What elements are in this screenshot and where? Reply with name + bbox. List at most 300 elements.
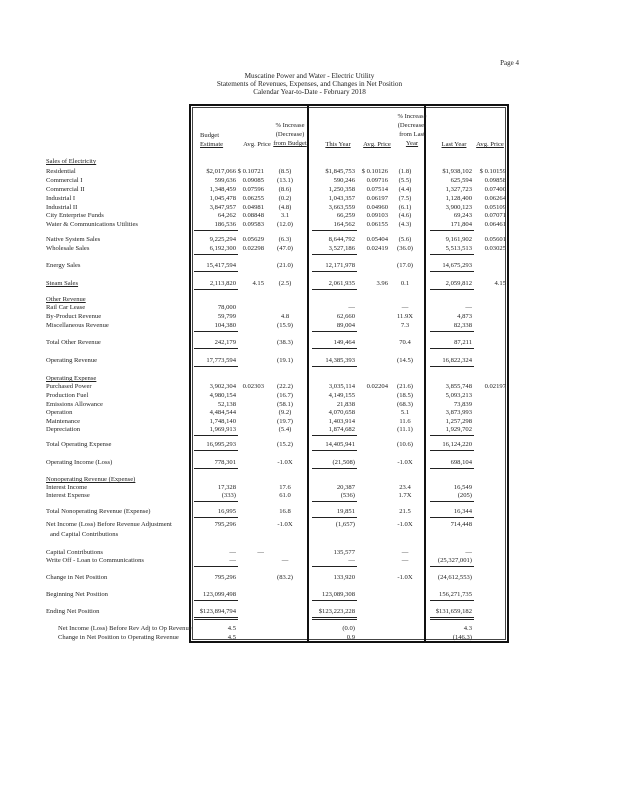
cell-budget-estimate: 16,995,293 (206, 441, 236, 448)
row-label: Other Revenue (46, 296, 86, 303)
cell-pct-from-budget: (0.2) (278, 195, 292, 202)
cell-budget-estimate: 64,262 (217, 212, 236, 219)
cell-this-year: 1,874,682 (328, 426, 355, 433)
row-label: Commercial II (46, 186, 85, 193)
cell-budget-estimate: 15,417,594 (206, 262, 236, 269)
cell-budget-estimate: 795,296 (214, 574, 236, 581)
cell-last-year-avg-price: 0.06264 (484, 195, 506, 202)
cell-pct-from-budget: (4.8) (278, 204, 292, 211)
total-rule (430, 617, 474, 620)
header-line: (Decrease) (397, 122, 427, 129)
cell-last-year: 3,900,123 (445, 204, 472, 211)
cell-budget-estimate: 59,799 (217, 313, 236, 320)
cell-pct-from-budget: (6.3) (278, 236, 292, 243)
cell-pct-from-last-year: (5.6) (398, 236, 412, 243)
cell-last-year: 16,124,220 (442, 441, 472, 448)
cell-this-year: (21,508) (332, 459, 355, 466)
cell-budget-estimate: 4.5 (227, 625, 236, 632)
cell-pct-from-budget: (21.0) (277, 262, 293, 269)
row-label: Operating Expense (46, 375, 97, 382)
header-budget (200, 131, 240, 149)
total-rule (312, 254, 357, 255)
cell-budget-avg-price: 0.09085 (242, 177, 264, 184)
cell-last-year: 82,338 (453, 322, 472, 329)
cell-budget-avg-price: — (257, 549, 264, 556)
cell-last-year: 625,594 (450, 177, 472, 184)
row-label: Residential (46, 168, 76, 175)
cell-budget-avg-price: 0.04981 (242, 204, 264, 211)
cell-last-year: $131,659,182 (435, 608, 472, 615)
cell-last-year: 9,161,902 (445, 236, 472, 243)
cell-pct-from-last-year: — (401, 549, 409, 556)
cell-this-year-avg-price: 0.09103 (366, 212, 388, 219)
total-rule (430, 271, 474, 272)
cell-last-year-avg-price: 4.15 (494, 280, 506, 287)
cell-pct-from-budget: 17.6 (279, 484, 291, 491)
cell-budget-estimate: 1,045,478 (209, 195, 236, 202)
cell-this-year: 66,259 (336, 212, 355, 219)
cell-this-year-avg-price: 0.06197 (366, 195, 388, 202)
row-label: Interest Income (46, 484, 88, 491)
row-label: Ending Net Position (46, 608, 100, 615)
cell-this-year: 1,250,358 (328, 186, 355, 193)
cell-this-year: 14,405,941 (325, 441, 355, 448)
cell-this-year: 14,385,393 (325, 357, 355, 364)
cell-budget-estimate: 778,301 (214, 459, 236, 466)
total-rule (430, 366, 474, 367)
cell-last-year: 16,344 (453, 508, 472, 515)
cell-pct-from-budget: (13.1) (277, 177, 293, 184)
cell-last-year: 5,093,213 (445, 392, 472, 399)
cell-budget-estimate: 104,380 (214, 322, 236, 329)
row-label: Wholesale Sales (46, 245, 90, 252)
cell-last-year: — (465, 304, 472, 311)
cell-budget-estimate: 1,969,913 (209, 426, 236, 433)
period-title: Calendar Year-to-Date - February 2018 (253, 88, 366, 96)
total-rule (312, 617, 357, 620)
cell-pct-from-budget: 61.0 (279, 492, 291, 499)
total-rule (312, 517, 357, 518)
total-rule (312, 450, 357, 451)
cell-pct-from-budget: -1.0X (277, 459, 293, 466)
cell-pct-from-budget: (83.2) (277, 574, 293, 581)
cell-pct-from-budget: (19.7) (277, 418, 293, 425)
cell-last-year: 1,128,400 (445, 195, 472, 202)
cell-last-year: (205) (457, 492, 472, 499)
cell-pct-from-last-year: (4.4) (398, 186, 412, 193)
row-label: and Capital Contributions (50, 531, 119, 538)
cell-pct-from-last-year: -1.0X (397, 521, 413, 528)
cell-budget-estimate: 795,296 (214, 521, 236, 528)
cell-last-year-avg-price: 0.05109 (484, 204, 506, 211)
total-rule (312, 271, 357, 272)
cell-last-year: 714,448 (450, 521, 472, 528)
cell-pct-from-last-year: 11.9X (396, 313, 414, 320)
cell-this-year: 1,403,914 (328, 418, 355, 425)
row-label: Nonoperating Revenue (Expense) (46, 476, 136, 483)
header-avg-price-budget: Avg. Price (243, 141, 271, 148)
cell-this-year: — (348, 304, 355, 311)
cell-budget-estimate: $2,017,066 (206, 168, 236, 175)
header-avg-price-last-year: Avg. Price (476, 141, 504, 148)
cell-budget-avg-price: 0.08848 (242, 212, 264, 219)
row-label: Sales of Electricity (46, 158, 97, 165)
row-label: Production Fuel (46, 392, 89, 399)
cell-budget-estimate: 242,179 (214, 339, 236, 346)
cell-this-year-avg-price: 0.06155 (366, 221, 388, 228)
cell-this-year: 21,838 (336, 401, 355, 408)
cell-this-year: 19,851 (336, 508, 355, 515)
cell-pct-from-last-year: 7.3 (400, 322, 410, 329)
cell-pct-from-budget: (16.7) (277, 392, 293, 399)
cell-budget-estimate: 16,995 (217, 508, 236, 515)
total-rule (194, 501, 238, 502)
cell-pct-from-last-year: 23.4 (399, 484, 411, 491)
cell-this-year-avg-price: 0.04960 (366, 204, 388, 211)
header-avg-price-this-year: Avg. Price (363, 141, 391, 148)
total-rule (194, 600, 238, 601)
cell-last-year-avg-price: 0.09858 (484, 177, 506, 184)
row-label: Depreciation (46, 426, 81, 433)
header-line: Budget (200, 132, 220, 139)
cell-pct-from-last-year: (7.5) (398, 195, 412, 202)
cell-last-year: 87,211 (454, 339, 472, 346)
cell-this-year: $123,223,228 (318, 608, 355, 615)
cell-last-year: 69,243 (453, 212, 472, 219)
cell-pct-from-budget: (19.1) (277, 357, 293, 364)
cell-budget-avg-price: 0.09583 (242, 221, 264, 228)
cell-this-year: 164,562 (333, 221, 355, 228)
cell-budget-estimate: — (229, 557, 236, 564)
total-rule (430, 468, 474, 469)
cell-budget-estimate: 17,773,594 (206, 357, 236, 364)
cell-budget-estimate: (333) (221, 492, 236, 499)
cell-this-year: $1,845,753 (325, 168, 355, 175)
cell-last-year: 2,059,812 (445, 280, 472, 287)
row-label: Maintenance (46, 418, 81, 425)
cell-this-year: 89,004 (336, 322, 355, 329)
cell-this-year: 20,387 (336, 484, 355, 491)
total-rule (194, 617, 238, 620)
cell-this-year: 1,043,357 (328, 195, 355, 202)
cell-this-year-avg-price: $ 0.10126 (361, 168, 388, 175)
cell-budget-avg-price: 0.05629 (242, 236, 264, 243)
cell-budget-estimate: 3,902,304 (209, 383, 236, 390)
cell-pct-from-last-year: (4.6) (398, 212, 412, 219)
cell-this-year-avg-price: 0.09716 (366, 177, 388, 184)
cell-this-year: 3,663,559 (328, 204, 355, 211)
total-rule (312, 501, 357, 502)
cell-budget-avg-price: 0.02298 (242, 245, 264, 252)
header-line: % Increase (275, 122, 305, 129)
cell-pct-from-last-year: (6.1) (398, 204, 412, 211)
row-label: Total Nonoperating Revenue (Expense) (46, 508, 151, 515)
cell-this-year: 149,464 (333, 339, 355, 346)
cell-budget-avg-price: 0.07596 (242, 186, 264, 193)
cell-this-year: (536) (340, 492, 355, 499)
total-rule (430, 566, 474, 567)
total-rule (430, 331, 474, 332)
row-label: Write Off - Loan to Communications (46, 557, 144, 564)
cell-last-year-avg-price: 0.06461 (484, 221, 506, 228)
cell-last-year: 4,873 (457, 313, 472, 320)
cell-pct-from-last-year: 1.7X (398, 492, 412, 499)
cell-pct-from-last-year: 21.5 (399, 508, 411, 515)
cell-this-year: 2,061,935 (328, 280, 355, 287)
cell-this-year: 4,070,658 (328, 409, 355, 416)
cell-this-year: 62,660 (336, 313, 355, 320)
cell-last-year-avg-price: 0.03025 (484, 245, 506, 252)
row-label: Net Income (Loss) Before Rev Adj to Op Revenue (58, 625, 192, 632)
row-label: Total Other Revenue (46, 339, 101, 346)
total-rule (430, 435, 474, 436)
row-label: Operating Income (Loss) (46, 459, 113, 466)
total-rule (194, 331, 238, 332)
cell-pct-from-last-year: (4.3) (398, 221, 412, 228)
cell-last-year: $1,938,102 (442, 168, 472, 175)
cell-budget-estimate: $123,894,794 (199, 608, 236, 615)
row-label: Net Income (Loss) Before Revenue Adjustment (46, 521, 172, 528)
cell-pct-from-last-year: — (401, 304, 409, 311)
row-label: Native System Sales (46, 236, 101, 243)
header-this-year: This Year (325, 141, 351, 148)
total-rule (194, 366, 238, 367)
total-rule (430, 230, 474, 231)
cell-this-year: 3,527,186 (328, 245, 355, 252)
cell-this-year: 590,246 (333, 177, 355, 184)
cell-budget-estimate: 4,484,544 (209, 409, 236, 416)
row-label: Purchased Power (46, 383, 92, 390)
total-rule (194, 230, 238, 231)
total-rule (312, 566, 357, 567)
header-last-year: Last Year (441, 141, 467, 148)
row-label: Industrial I (46, 195, 76, 202)
cell-pct-from-budget: (47.0) (277, 245, 293, 252)
cell-pct-from-last-year: (36.0) (397, 245, 413, 252)
cell-this-year: — (348, 557, 355, 564)
cell-pct-from-last-year: (14.5) (397, 357, 413, 364)
row-label: Energy Sales (46, 262, 81, 269)
row-label: Operating Revenue (46, 357, 98, 364)
cell-pct-from-last-year: (11.1) (397, 426, 413, 433)
cell-budget-estimate: 1,348,459 (209, 186, 236, 193)
total-rule (312, 468, 357, 469)
cell-this-year: 8,644,792 (328, 236, 355, 243)
cell-last-year-avg-price: $ 0.10159 (479, 168, 506, 175)
row-label: Interest Expense (46, 492, 90, 499)
cell-this-year: 12,171,978 (325, 262, 355, 269)
total-rule (194, 435, 238, 436)
cell-pct-from-budget: -1.0X (277, 521, 293, 528)
cell-last-year: 1,257,298 (445, 418, 472, 425)
cell-last-year: 171,804 (450, 221, 472, 228)
cell-pct-from-budget: (12.0) (277, 221, 293, 228)
cell-this-year-avg-price: 0.05404 (366, 236, 388, 243)
header-line: Year (405, 140, 419, 147)
cell-last-year: 73,839 (453, 401, 472, 408)
row-label: Water & Communications Utilities (46, 221, 138, 228)
total-rule (312, 600, 357, 601)
header-line: from Budget (273, 140, 307, 147)
cell-budget-estimate: 1,748,140 (209, 418, 236, 425)
row-label: Miscellaneous Revenue (46, 322, 109, 329)
total-rule (312, 366, 357, 367)
cell-budget-avg-price: $ 0.10721 (237, 168, 264, 175)
cell-last-year: 14,675,293 (442, 262, 472, 269)
cell-last-year: 1,929,702 (445, 426, 472, 433)
cell-last-year: (24,612,553) (437, 574, 472, 581)
row-label: Capital Contributions (46, 549, 103, 556)
cell-pct-from-last-year: -1.0X (397, 574, 413, 581)
cell-pct-from-budget: (38.3) (277, 339, 293, 346)
cell-pct-from-last-year: (5.5) (398, 177, 412, 184)
total-rule (312, 435, 357, 436)
cell-budget-estimate: — (229, 549, 236, 556)
cell-this-year: 0.9 (346, 634, 355, 641)
cell-budget-estimate: 17,328 (217, 484, 236, 491)
cell-budget-estimate: 52,138 (217, 401, 236, 408)
header-line: from Last (399, 131, 425, 138)
cell-budget-estimate: 186,536 (214, 221, 236, 228)
cell-pct-from-last-year: (18.5) (397, 392, 413, 399)
cell-pct-from-last-year: (10.6) (397, 441, 413, 448)
total-rule (312, 348, 357, 349)
row-label: By-Product Revenue (46, 313, 102, 320)
total-rule (312, 230, 357, 231)
row-label: Steam Sales (46, 280, 79, 287)
total-rule (194, 468, 238, 469)
cell-last-year: 3,873,993 (445, 409, 472, 416)
cell-pct-from-last-year: 5.1 (400, 409, 410, 416)
cell-budget-estimate: 2,113,820 (209, 280, 236, 287)
cell-last-year-avg-price: 0.07071 (484, 212, 506, 219)
total-rule (194, 348, 238, 349)
cell-pct-from-budget: 4.8 (280, 313, 290, 320)
total-rule (430, 450, 474, 451)
cell-pct-from-last-year: (1.8) (398, 168, 412, 175)
cell-pct-from-last-year: (68.3) (397, 401, 413, 408)
total-rule (312, 289, 357, 290)
cell-pct-from-budget: (8.6) (278, 186, 292, 193)
cell-pct-from-budget: (2.5) (278, 280, 292, 287)
cell-this-year: (0.0) (342, 625, 355, 632)
cell-this-year-avg-price: 0.02419 (366, 245, 388, 252)
cell-budget-avg-price: 0.06255 (242, 195, 264, 202)
header-pct-last-year (396, 112, 428, 148)
cell-this-year: 133,920 (333, 574, 355, 581)
cell-pct-from-last-year: 0.1 (400, 280, 410, 287)
cell-pct-from-budget: (9.2) (278, 409, 292, 416)
total-rule (430, 254, 474, 255)
cell-pct-from-budget: 16.8 (279, 508, 291, 515)
total-rule (430, 501, 474, 502)
cell-last-year-avg-price: 0.05601 (484, 236, 506, 243)
cell-last-year: 3,855,748 (445, 383, 472, 390)
cell-last-year-avg-price: 0.07400 (484, 186, 506, 193)
cell-budget-estimate: 4,980,154 (209, 392, 236, 399)
header-line: (Decrease) (275, 131, 305, 138)
total-rule (194, 271, 238, 272)
row-label: Rail Car Lease (46, 304, 86, 311)
total-rule (194, 517, 238, 518)
cell-last-year: 16,549 (453, 484, 472, 491)
cell-this-year-avg-price: 3.96 (376, 280, 388, 287)
cell-this-year: 135,577 (333, 549, 355, 556)
cell-budget-estimate: 3,847,957 (209, 204, 236, 211)
cell-last-year: 4.3 (463, 625, 472, 632)
header-line: % Increase (397, 113, 427, 120)
row-label: Emissions Allowance (46, 401, 103, 408)
row-label: City Enterprise Funds (46, 212, 104, 219)
cell-budget-estimate: 9,225,294 (209, 236, 236, 243)
cell-pct-from-last-year: (21.6) (397, 383, 413, 390)
total-rule (194, 289, 238, 290)
cell-last-year: 698,104 (450, 459, 472, 466)
cell-this-year: 123,089,308 (322, 591, 355, 598)
company-title: Muscatine Power and Water - Electric Utility (244, 72, 375, 80)
cell-pct-from-budget: (15.2) (277, 441, 293, 448)
cell-pct-from-last-year: 11.6 (399, 418, 411, 425)
total-rule (430, 600, 474, 601)
cell-last-year: — (465, 549, 472, 556)
cell-pct-from-budget: (22.2) (277, 383, 293, 390)
cell-budget-avg-price: 4.15 (252, 280, 264, 287)
row-label: Beginning Net Position (46, 591, 108, 598)
cell-budget-avg-price: 0.02303 (242, 383, 264, 390)
total-rule (194, 254, 238, 255)
cell-pct-from-budget: 3.1 (280, 212, 290, 219)
total-rule (430, 517, 474, 518)
cell-last-year-avg-price: 0.02197 (484, 383, 506, 390)
row-label: Industrial II (46, 204, 78, 211)
cell-pct-from-budget: — (281, 557, 289, 564)
cell-pct-from-budget: (5.4) (278, 426, 292, 433)
cell-budget-estimate: 123,099,498 (203, 591, 236, 598)
cell-this-year: 4,149,155 (328, 392, 355, 399)
cell-pct-from-last-year: -1.0X (397, 459, 413, 466)
cell-last-year: 156,271,735 (439, 591, 472, 598)
cell-last-year: 1,327,723 (445, 186, 472, 193)
row-label: Change in Net Position (46, 574, 108, 581)
header-line: Estimate (200, 141, 224, 148)
total-rule (194, 450, 238, 451)
cell-budget-estimate: 78,000 (217, 304, 236, 311)
row-label: Commercial I (46, 177, 83, 184)
cell-last-year: 16,822,324 (442, 357, 472, 364)
total-rule (194, 566, 238, 567)
cell-pct-from-budget: (15.9) (277, 322, 293, 329)
cell-this-year-avg-price: 0.07514 (366, 186, 388, 193)
page-number: Page 4 (500, 59, 519, 67)
cell-pct-from-last-year: (17.0) (397, 262, 413, 269)
cell-this-year: 3,035,114 (328, 383, 355, 390)
total-rule (312, 331, 357, 332)
cell-last-year: 5,513,513 (445, 245, 472, 252)
cell-pct-from-last-year: 70.4 (399, 339, 411, 346)
cell-pct-from-last-year: — (401, 557, 409, 564)
row-label: Operation (46, 409, 73, 416)
header-pct-budget (272, 121, 308, 148)
cell-budget-estimate: 599,636 (214, 177, 236, 184)
cell-budget-estimate: 6,192,300 (209, 245, 236, 252)
cell-last-year: (146.3) (452, 634, 472, 641)
total-rule (430, 348, 474, 349)
cell-budget-estimate: 4.5 (227, 634, 236, 641)
cell-this-year-avg-price: 0.02204 (366, 383, 388, 390)
cell-pct-from-budget: (8.5) (278, 168, 292, 175)
total-rule (430, 289, 474, 290)
cell-pct-from-budget: (58.1) (277, 401, 293, 408)
